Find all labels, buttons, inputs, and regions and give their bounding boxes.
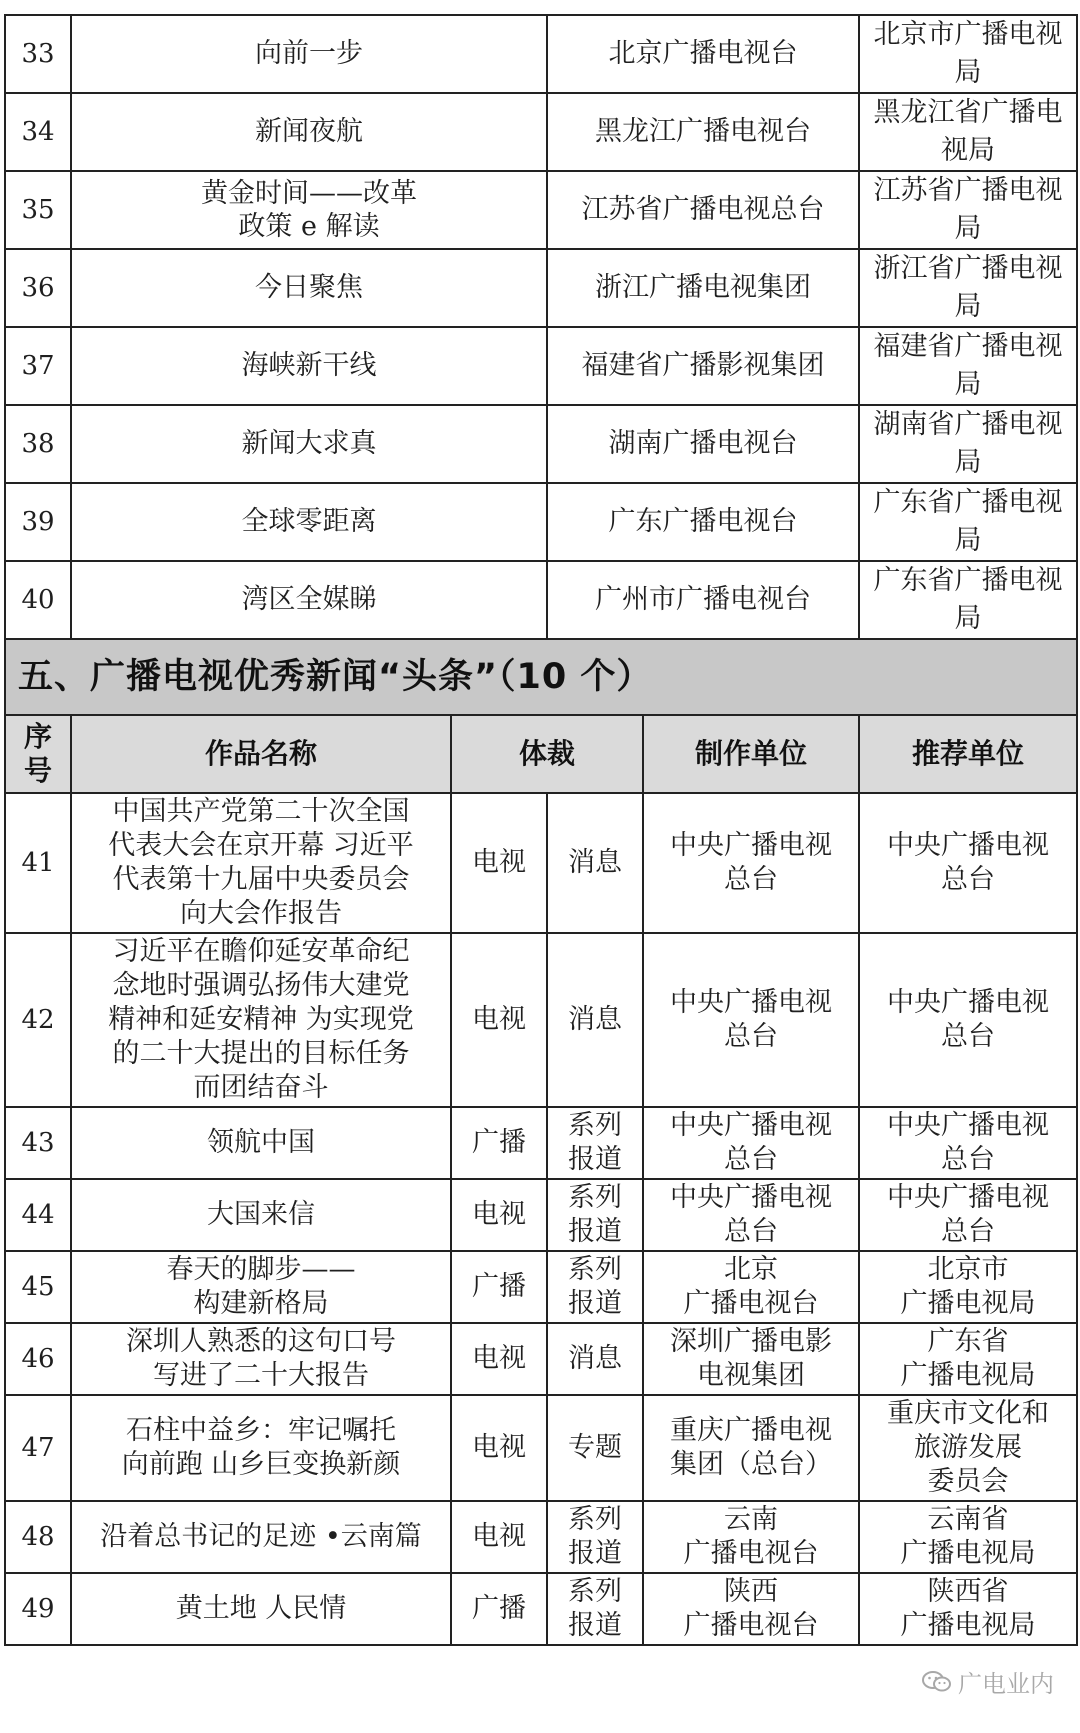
header-genre: 体裁: [451, 715, 643, 793]
header-recommender: 推荐单位: [859, 715, 1077, 793]
producer: 深圳广播电影 电视集团: [643, 1323, 859, 1395]
work-title: 石柱中益乡：牢记嘱托 向前跑 山乡巨变换新颜: [71, 1395, 451, 1501]
recommender: 广东省 广播电视局: [859, 1323, 1077, 1395]
work-title: 新闻大求真: [71, 405, 547, 483]
row-number: 38: [5, 405, 71, 483]
table-header-row: [5, 715, 1077, 793]
recommender: 中央广播电视 总台: [859, 1179, 1077, 1251]
row-number: 41: [5, 793, 71, 933]
producer: 湖南广播电视台: [547, 405, 859, 483]
recommender: 中央广播电视 总台: [859, 933, 1077, 1107]
table-row: [5, 327, 1077, 405]
producer: 陕西 广播电视台: [643, 1573, 859, 1645]
row-number: 35: [5, 171, 71, 249]
work-title: 沿着总书记的足迹 •云南篇: [71, 1501, 451, 1573]
medium: 电视: [451, 1179, 547, 1251]
genre: 消息: [547, 933, 643, 1107]
recommender: 广东省广播电视局: [859, 561, 1077, 639]
header-seq: 序 号: [5, 715, 71, 793]
work-title: 领航中国: [71, 1107, 451, 1179]
table-row: [5, 1251, 1077, 1323]
producer: 北京广播电视台: [547, 15, 859, 93]
table-row: [5, 1179, 1077, 1251]
table-row: [5, 483, 1077, 561]
row-number: 36: [5, 249, 71, 327]
row-number: 49: [5, 1573, 71, 1645]
genre: 系列 报道: [547, 1251, 643, 1323]
table-row: [5, 933, 1077, 1107]
recommender: 中央广播电视 总台: [859, 793, 1077, 933]
table-row: [5, 93, 1077, 171]
medium: 电视: [451, 1501, 547, 1573]
medium: 电视: [451, 1323, 547, 1395]
row-number: 40: [5, 561, 71, 639]
genre: 专题: [547, 1395, 643, 1501]
work-title: 春天的脚步—— 构建新格局: [71, 1251, 451, 1323]
genre: 系列 报道: [547, 1573, 643, 1645]
genre: 系列 报道: [547, 1107, 643, 1179]
recommender: 湖南省广播电视局: [859, 405, 1077, 483]
table-row: [5, 249, 1077, 327]
wechat-icon: [922, 1670, 952, 1694]
row-number: 33: [5, 15, 71, 93]
watermark-text: 广电业内: [958, 1670, 1054, 1698]
document-sheet: [4, 14, 1076, 1646]
producer: 广东广播电视台: [547, 483, 859, 561]
producer: 重庆广播电视 集团（总台）: [643, 1395, 859, 1501]
row-number: 39: [5, 483, 71, 561]
producer: 福建省广播影视集团: [547, 327, 859, 405]
work-title: 向前一步: [71, 15, 547, 93]
producer: 中央广播电视 总台: [643, 1107, 859, 1179]
recommender: 江苏省广播电视局: [859, 171, 1077, 249]
work-title: 新闻夜航: [71, 93, 547, 171]
recommender: 广东省广播电视局: [859, 483, 1077, 561]
row-number: 37: [5, 327, 71, 405]
watermark: [922, 1664, 1054, 1699]
work-title: 深圳人熟悉的这句口号 写进了二十大报告: [71, 1323, 451, 1395]
producer: 中央广播电视 总台: [643, 933, 859, 1107]
medium: 电视: [451, 933, 547, 1107]
table-row: [5, 1323, 1077, 1395]
row-number: 44: [5, 1179, 71, 1251]
producer: 中央广播电视 总台: [643, 1179, 859, 1251]
producer: 北京 广播电视台: [643, 1251, 859, 1323]
producer: 中央广播电视 总台: [643, 793, 859, 933]
recommender: 云南省 广播电视局: [859, 1501, 1077, 1573]
row-number: 47: [5, 1395, 71, 1501]
recommender: 黑龙江省广播电视局: [859, 93, 1077, 171]
producer: 云南 广播电视台: [643, 1501, 859, 1573]
work-title: 今日聚焦: [71, 249, 547, 327]
genre: 系列 报道: [547, 1501, 643, 1573]
row-number: 42: [5, 933, 71, 1107]
work-title: 习近平在瞻仰延安革命纪 念地时强调弘扬伟大建党 精神和延安精神 为实现党 的二十大提出的目标任务 而团结奋斗: [71, 933, 451, 1107]
recommender: 福建省广播电视局: [859, 327, 1077, 405]
table-row: [5, 793, 1077, 933]
work-title: 中国共产党第二十次全国 代表大会在京开幕 习近平 代表第十九届中央委员会 向大会作报告: [71, 793, 451, 933]
work-title: 湾区全媒睇: [71, 561, 547, 639]
medium: 电视: [451, 793, 547, 933]
work-title: 大国来信: [71, 1179, 451, 1251]
works-table: [4, 14, 1078, 1646]
table-row: [5, 1107, 1077, 1179]
section-title: 五、广播电视优秀新闻“头条”（10 个）: [5, 639, 1077, 715]
recommender: 北京市广播电视局: [859, 15, 1077, 93]
producer: 黑龙江广播电视台: [547, 93, 859, 171]
table-row: [5, 171, 1077, 249]
medium: 电视: [451, 1395, 547, 1501]
row-number: 45: [5, 1251, 71, 1323]
medium: 广播: [451, 1107, 547, 1179]
table-row: [5, 1501, 1077, 1573]
genre: 消息: [547, 1323, 643, 1395]
work-title: 黄金时间——改革 政策 e 解读: [71, 171, 547, 249]
genre: 系列 报道: [547, 1179, 643, 1251]
recommender: 中央广播电视 总台: [859, 1107, 1077, 1179]
recommender: 重庆市文化和 旅游发展 委员会: [859, 1395, 1077, 1501]
medium: 广播: [451, 1573, 547, 1645]
work-title: 全球零距离: [71, 483, 547, 561]
header-producer: 制作单位: [643, 715, 859, 793]
producer: 浙江广播电视集团: [547, 249, 859, 327]
table-row: [5, 1573, 1077, 1645]
recommender: 浙江省广播电视局: [859, 249, 1077, 327]
genre: 消息: [547, 793, 643, 933]
row-number: 34: [5, 93, 71, 171]
row-number: 46: [5, 1323, 71, 1395]
row-number: 43: [5, 1107, 71, 1179]
recommender: 陕西省 广播电视局: [859, 1573, 1077, 1645]
table-row: [5, 15, 1077, 93]
table-row: [5, 405, 1077, 483]
medium: 广播: [451, 1251, 547, 1323]
row-number: 48: [5, 1501, 71, 1573]
recommender: 北京市 广播电视局: [859, 1251, 1077, 1323]
section-heading-row: [5, 639, 1077, 715]
table-row: [5, 561, 1077, 639]
work-title: 黄土地 人民情: [71, 1573, 451, 1645]
producer: 江苏省广播电视总台: [547, 171, 859, 249]
work-title: 海峡新干线: [71, 327, 547, 405]
header-title: 作品名称: [71, 715, 451, 793]
producer: 广州市广播电视台: [547, 561, 859, 639]
table-row: [5, 1395, 1077, 1501]
